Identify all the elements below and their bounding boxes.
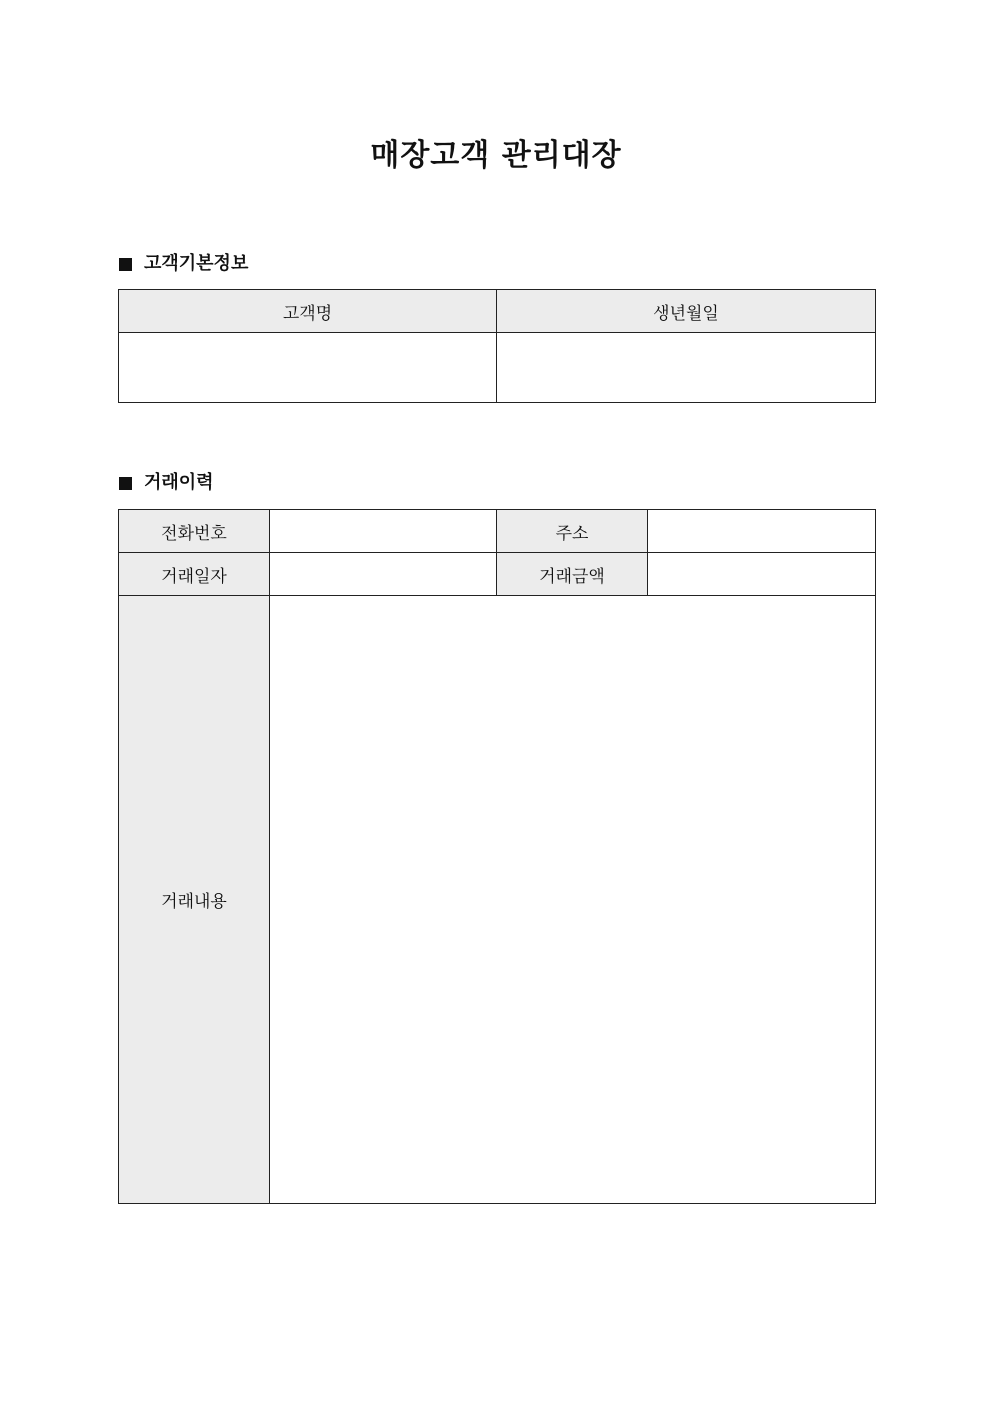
table-row [119,333,876,403]
customer-name-field[interactable] [119,333,497,403]
transaction-details-label: 거래내용 [119,596,270,1204]
address-field[interactable] [648,510,876,553]
table-header-row [119,290,876,333]
section-heading-transaction [119,470,214,496]
address-label: 주소 [497,510,648,553]
table-row [119,510,876,553]
phone-label: 전화번호 [119,510,270,553]
basic-info-table [118,289,876,403]
section-heading-label: 거래이력 [144,472,214,493]
table-row [119,596,876,1204]
square-bullet-icon [119,477,132,490]
birth-date-field[interactable] [497,333,876,403]
section-heading-basic-info [119,251,248,277]
column-header-birth-date: 생년월일 [497,290,876,333]
column-header-customer-name: 고객명 [119,290,497,333]
page-title: 매장고객 관리대장 [370,138,622,173]
transaction-date-label: 거래일자 [119,553,270,596]
transaction-details-field[interactable] [270,596,876,1204]
transaction-amount-label: 거래금액 [497,553,648,596]
transaction-table [118,509,876,1204]
transaction-amount-field[interactable] [648,553,876,596]
square-bullet-icon [119,258,132,271]
transaction-date-field[interactable] [270,553,497,596]
section-heading-label: 고객기본정보 [144,253,249,274]
phone-field[interactable] [270,510,497,553]
table-row [119,553,876,596]
